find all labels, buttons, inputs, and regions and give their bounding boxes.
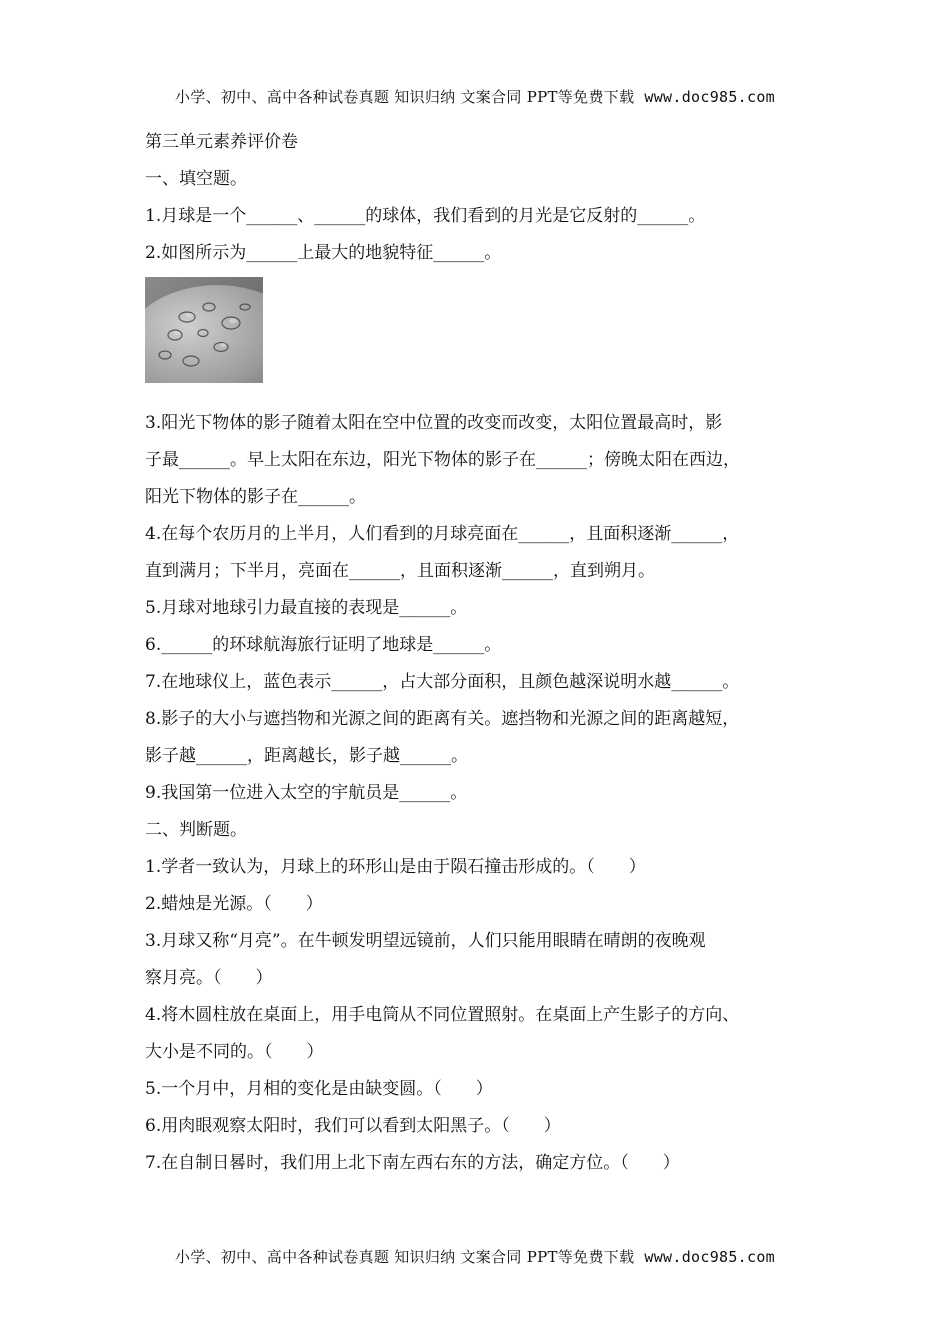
fill-question-3-line-3: 阳光下物体的影子在______。 [145, 487, 366, 507]
fill-question-7: 7.在地球仪上，蓝色表示______，占大部分面积，且颜色越深说明水越______。 [145, 672, 740, 692]
fill-question-4-line-1: 4.在每个农历月的上半月，人们看到的月球亮面在______，且面积逐渐______， [145, 524, 740, 544]
fill-question-1: 1.月球是一个______、______的球体，我们看到的月光是它反射的______。 [145, 206, 706, 226]
fill-question-4-line-2: 直到满月；下半月，亮面在______，且面积逐渐______，直到朔月。 [145, 561, 655, 581]
footer-url[interactable]: www.doc985.com [644, 1248, 776, 1266]
header-text: 小学、初中、高中各种试卷真题 知识归纳 文案合同 PPT等免费下载 [174, 88, 635, 106]
fill-question-5: 5.月球对地球引力最直接的表现是______。 [145, 598, 468, 618]
fill-question-6: 6.______的环球航海旅行证明了地球是______。 [145, 635, 502, 655]
judge-question-3-line-1: 3.月球又称“月亮”。在牛顿发明望远镜前，人们只能用眼睛在晴朗的夜晚观 [145, 931, 706, 951]
section-true-false-title: 二、判断题。 [145, 820, 247, 840]
fill-question-2: 2.如图所示为______上最大的地貌特征______。 [145, 243, 502, 263]
judge-question-2: 2.蜡烛是光源。（ ） [145, 894, 323, 914]
judge-question-6: 6.用肉眼观察太阳时，我们可以看到太阳黑子。（ ） [145, 1116, 561, 1136]
judge-question-7: 7.在自制日晷时，我们用上北下南左西右东的方法，确定方位。（ ） [145, 1153, 680, 1173]
page-footer [0, 1246, 950, 1267]
page-header [0, 86, 950, 107]
fill-question-8-line-2: 影子越______，距离越长，影子越______。 [145, 746, 468, 766]
section-fill-in-title: 一、填空题。 [145, 169, 247, 189]
footer-text: 小学、初中、高中各种试卷真题 知识归纳 文案合同 PPT等免费下载 [174, 1248, 635, 1266]
judge-question-3-line-2: 察月亮。（ ） [145, 968, 273, 988]
judge-question-4-line-1: 4.将木圆柱放在桌面上，用手电筒从不同位置照射。在桌面上产生影子的方向、 [145, 1005, 740, 1025]
worksheet-title: 第三单元素养评价卷 [145, 132, 298, 152]
judge-question-1: 1.学者一致认为，月球上的环形山是由于陨石撞击形成的。（ ） [145, 857, 646, 877]
judge-question-4-line-2: 大小是不同的。（ ） [145, 1042, 324, 1062]
worksheet [145, 124, 835, 1182]
fill-question-3-line-1: 3.阳光下物体的影子随着太阳在空中位置的改变而改变，太阳位置最高时，影 [145, 413, 723, 433]
fill-question-3-line-2: 子最______。早上太阳在东边，阳光下物体的影子在______；傍晚太阳在西边， [145, 450, 740, 470]
fill-question-8-line-1: 8.影子的大小与遮挡物和光源之间的距离有关。遮挡物和光源之间的距离越短， [145, 709, 740, 729]
judge-question-5: 5.一个月中，月相的变化是由缺变圆。（ ） [145, 1079, 493, 1099]
header-url[interactable]: www.doc985.com [644, 88, 776, 106]
fill-question-9: 9.我国第一位进入太空的宇航员是______。 [145, 783, 468, 803]
moon-surface-image [145, 277, 263, 383]
